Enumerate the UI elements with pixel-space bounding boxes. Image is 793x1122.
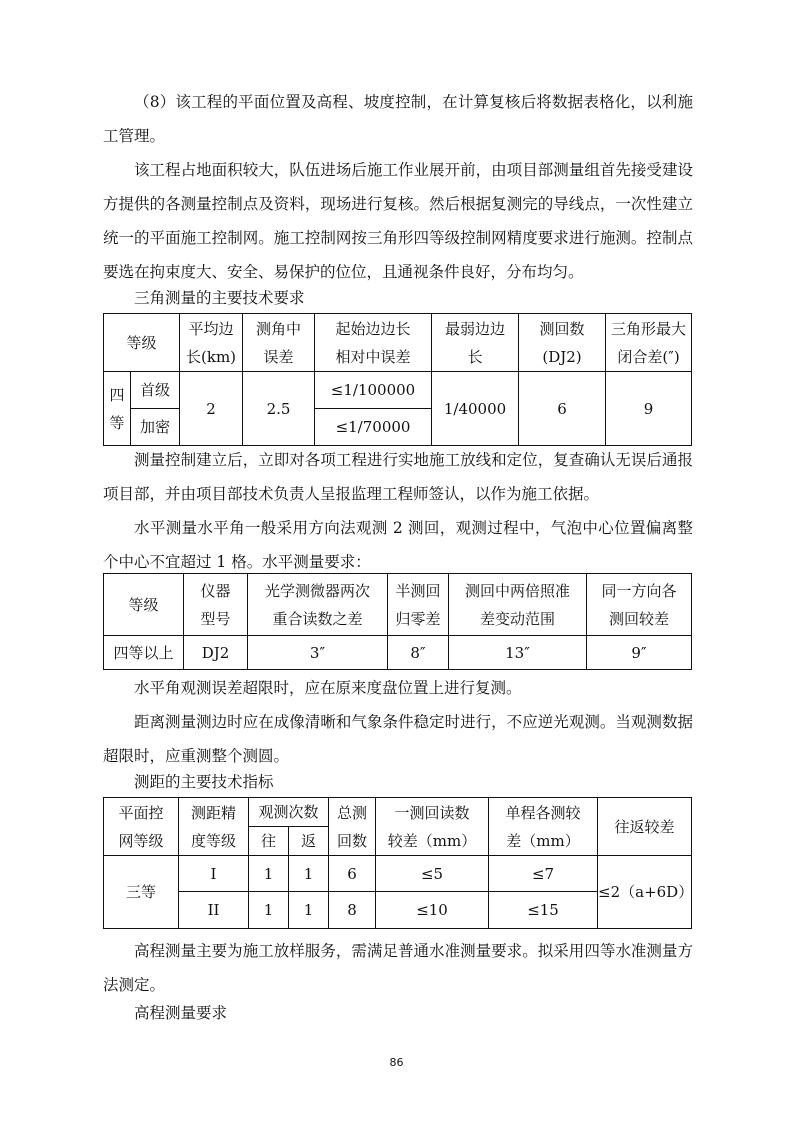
value-same-direction: 9″ [587,636,692,670]
header-weakest-side: 最弱边边 长 [432,314,519,372]
paragraph-7: 高程测量主要为施工放样服务，需满足普通水准测量要求。拟采用四等水准测量方法测定。 [103,942,693,994]
value-angle-error: 2.5 [243,372,315,446]
paragraph-1: （8）该工程的平面位置及高程、坡度控制，在计算复核后将数据表格化，以利施工管理。 [103,93,693,145]
header-half-round: 半测回 归零差 [388,574,449,636]
value-half-round: 8″ [388,636,449,670]
value-avg-side: 2 [180,372,243,446]
row2-one-round: ≤10 [376,892,489,929]
header-micrometer: 光学测微器两次 重合读数之差 [248,574,388,636]
row1-precision: I [179,856,249,892]
row1-one-round: ≤5 [376,856,489,892]
value-rounds: 6 [519,372,606,446]
sub-primary: 首级 [131,372,180,409]
header-total-rounds: 总测 回数 [329,798,376,856]
sub-densified: 加密 [131,409,180,446]
header-same-direction: 同一方向各 测回较差 [587,574,692,636]
table4-caption: 高程测量要求 [134,1004,228,1022]
row2-precision: II [179,892,249,929]
table3-caption: 测距的主要技术指标 [134,773,274,791]
header-closure: 三角形最大 闭合差(″) [606,314,692,372]
header-avg-side: 平均边 长(km) [180,314,243,372]
header-angle-error: 测角中 误差 [243,314,315,372]
row2-total: 8 [329,892,376,929]
header-double-collimation: 测回中两倍照准 差变动范围 [449,574,587,636]
value-instrument: DJ2 [184,636,248,670]
value-grade: 四等以上 [104,636,184,670]
header-back: 返 [289,827,329,856]
value-closure: 9 [606,372,692,446]
header-start-side: 起始边边长 相对中误差 [315,314,432,372]
header-single-trip: 单程各测较 差（mm） [489,798,598,856]
header-instrument: 仪器 型号 [184,574,248,636]
paragraph-3: 测量控制建立后，立即对各项工程进行实地施工放线和定位，复查确认无误后通报项目部，并由项目部技术负责人呈报监理工程师签认，以作为施工依据。 [103,451,693,503]
page-number: 86 [389,1056,404,1069]
header-observations: 观测次数 [249,798,329,827]
ranging-table [103,797,692,929]
header-grade: 等级 [104,314,180,372]
value-round-trip: ≤2（a+6D） [598,856,692,929]
row2-back: 1 [289,892,329,929]
header-network-grade: 平面控 网等级 [104,798,179,856]
header-round-trip: 往返较差 [598,798,692,856]
table1-caption: 三角测量的主要技术要求 [134,289,305,307]
value-weakest-side: 1/40000 [432,372,519,446]
value-micrometer: 3″ [248,636,388,670]
paragraph-2: 该工程占地面积较大，队伍进场后施工作业展开前，由项目部测量组首先接受建设方提供的各测量控制点及资料，现场进行复核。然后根据复测完的导线点，一次性建立统一的平面施工控制网。施工控制网按三角形四等级控制网精度要求进行施测。控制点要选在拘束度大、安全、易保护的位位，且通视条件良好，分布均匀。 [103,161,693,281]
value-start-primary: ≤1/100000 [315,372,432,409]
row2-single-trip: ≤15 [489,892,598,929]
header-precision: 测距精 度等级 [179,798,249,856]
row1-total: 6 [329,856,376,892]
header-go: 往 [249,827,289,856]
header-rounds: 测回数 (DJ2) [519,314,606,372]
row2-go: 1 [249,892,289,929]
triangulation-table [103,313,692,446]
paragraph-4: 水平测量水平角一般采用方向法观测 2 测回，观测过程中，气泡中心位置偏离整个中心不宜超过 1 格。水平测量要求： [103,519,693,571]
row1-back: 1 [289,856,329,892]
value-double-collimation: 13″ [449,636,587,670]
header-one-round: 一测回读数 较差（mm） [376,798,489,856]
grade-fourth: 四 等 [104,372,131,446]
header-grade: 等级 [104,574,184,636]
value-start-densified: ≤1/70000 [315,409,432,446]
horizontal-survey-table [103,573,692,670]
value-grade: 三等 [104,856,179,929]
paragraph-6: 距离测量测边时应在成像清晰和气象条件稳定时进行，不应逆光观测。当观测数据超限时，应重测整个测圆。 [103,713,693,765]
paragraph-5: 水平角观测误差超限时，应在原来度盘位置上进行复测。 [134,679,522,697]
row1-single-trip: ≤7 [489,856,598,892]
row1-go: 1 [249,856,289,892]
